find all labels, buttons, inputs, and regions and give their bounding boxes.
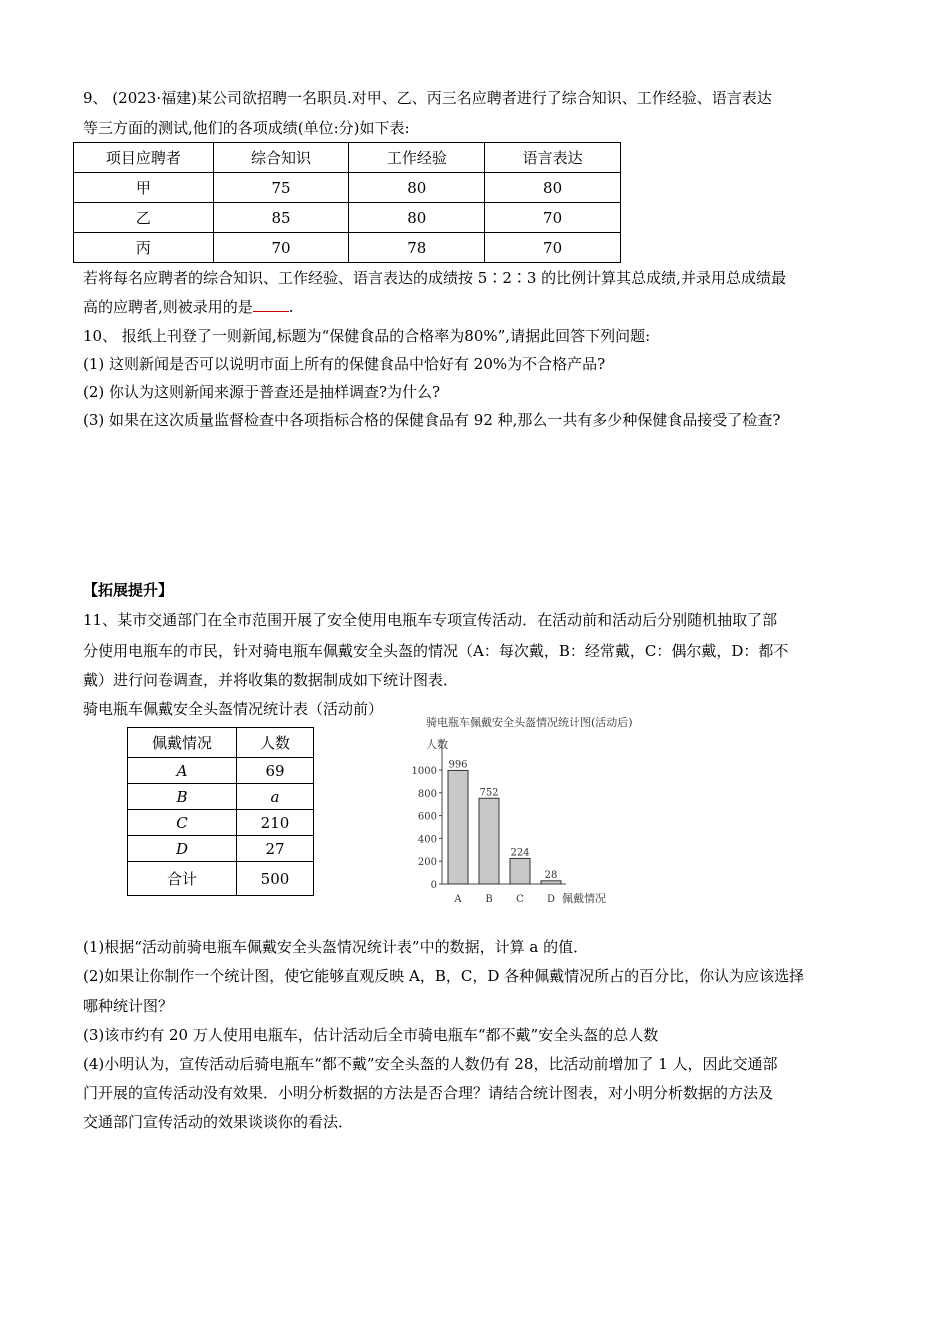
table-header-cell: 佩戴情况	[128, 728, 237, 758]
chart-x-tick-label: A	[454, 894, 462, 905]
chart-bar-C	[510, 858, 530, 884]
q11-part-4b: 门开展的宣传活动没有效果．小明分析数据的方法是否合理？请结合统计图表，对小明分析数据的方法及	[83, 1084, 774, 1102]
table-cell: A	[128, 758, 237, 784]
q11-before-table	[127, 727, 314, 896]
table-row	[74, 203, 621, 233]
table-row	[74, 233, 621, 263]
q10-title: 10、 报纸上刊登了一则新闻,标题为“保健食品的合格率为80%”,请据此回答下列问题:	[83, 327, 651, 345]
chart-x-axis-label: 佩戴情况	[562, 892, 606, 905]
chart-y-tick-label: 400	[417, 834, 437, 846]
chart-data-label: 28	[544, 869, 558, 881]
q9-score-table	[73, 142, 621, 263]
q11-after-bar-chart	[396, 712, 636, 908]
table-header-row	[74, 143, 621, 173]
q11-line-2: 分使用电瓶车的市民，针对骑电瓶车佩戴安全头盔的情况（A：每次戴，B：经常戴，C：偶尔戴，D：都不	[83, 642, 789, 660]
table-header-cell: 项目应聘者	[74, 143, 214, 173]
q9-after-period: .	[288, 298, 294, 316]
table-cell: B	[128, 784, 237, 810]
chart-title: 骑电瓶车佩戴安全头盔情况统计图(活动后)	[426, 716, 633, 729]
chart-bar-A	[448, 770, 468, 884]
table-cell: 78	[349, 233, 485, 263]
q9-after-line-2	[83, 297, 294, 317]
table-cell: C	[128, 810, 237, 836]
chart-y-tick-label: 0	[430, 880, 437, 891]
table-header-cell: 语言表达	[485, 143, 621, 173]
table-cell: 80	[485, 173, 621, 203]
q9-after-text: 高的应聘者,则被录用的是	[83, 298, 253, 316]
chart-x-tick-label: B	[485, 894, 493, 905]
table-header-cell: 人数	[237, 728, 314, 758]
q10-part-3: (3) 如果在这次质量监督检查中各项指标合格的保健食品有 92 种,那么一共有多少种保健食品接受了检查?	[83, 411, 781, 429]
table-row	[128, 784, 314, 810]
chart-x-ticks	[453, 894, 555, 905]
chart-y-tick-label: 1000	[411, 766, 437, 777]
chart-y-ticks	[412, 766, 442, 891]
table-cell: 69	[237, 758, 314, 784]
answer-blank[interactable]	[253, 297, 289, 312]
table-cell: 70	[213, 233, 349, 263]
table-cell: a	[237, 784, 314, 810]
chart-y-axis-label: 人数	[426, 738, 448, 751]
table-cell: 85	[213, 203, 349, 233]
table-row	[74, 173, 621, 203]
q11-line-3: 戴）进行问卷调查，并将收集的数据制成如下统计图表．	[83, 671, 459, 689]
chart-bar-B	[479, 798, 499, 884]
section-heading: 【拓展提升】	[83, 581, 174, 599]
table-cell: 乙	[74, 203, 214, 233]
table-cell: 丙	[74, 233, 214, 263]
q11-part-1-text: (1)根据“活动前骑电瓶车佩戴安全头盔情况统计表”中的数据，计算 a 的值．	[83, 938, 589, 956]
table-cell: 210	[237, 810, 314, 836]
chart-data-label: 996	[448, 759, 468, 771]
q11-table-title: 骑电瓶车佩戴安全头盔情况统计表（活动前）	[83, 700, 384, 718]
table-cell: 70	[485, 203, 621, 233]
q11-part-3: (3)该市约有 20 万人使用电瓶车，估计活动后全市骑电瓶车“都不戴”安全头盔的总人数	[83, 1026, 659, 1044]
table-header-cell: 综合知识	[213, 143, 349, 173]
table-header-cell: 工作经验	[349, 143, 485, 173]
chart-y-tick-label: 600	[417, 811, 437, 823]
table-cell: D	[128, 836, 237, 862]
table-header-row	[128, 728, 314, 758]
q11-part-1	[83, 937, 588, 957]
q11-line-1: 11、某市交通部门在全市范围开展了安全使用电瓶车专项宣传活动．在活动前和活动后分别随机抽取了部	[83, 611, 778, 629]
q9-after-line-1: 若将每名应聘者的综合知识、工作经验、语言表达的成绩按 5∶2∶3 的比例计算其总成绩,并录用总成绩最	[83, 269, 786, 287]
table-cell: 27	[237, 836, 314, 862]
chart-x-tick-label: D	[546, 894, 556, 905]
table-cell: 80	[349, 203, 485, 233]
table-row	[128, 836, 314, 862]
table-cell: 甲	[74, 173, 214, 203]
table-cell: 合计	[128, 862, 237, 896]
table-cell: 500	[237, 862, 314, 896]
chart-bar-D	[541, 881, 561, 884]
table-cell: 80	[349, 173, 485, 203]
chart-y-tick-label: 200	[417, 857, 437, 869]
chart-data-label: 752	[479, 787, 499, 799]
table-row	[128, 758, 314, 784]
q9-line-1: 9、 (2023·福建)某公司欲招聘一名职员.对甲、乙、丙三名应聘者进行了综合知识、工作经验、语言表达	[83, 89, 772, 107]
q11-part-2b: 哪种统计图？	[83, 997, 174, 1015]
table-cell: 75	[213, 173, 349, 203]
q10-part-2: (2) 你认为这则新闻来源于普查还是抽样调查?为什么?	[83, 383, 441, 401]
q11-part-2a: (2)如果让你制作一个统计图，使它能够直观反映 A，B，C，D 各种佩戴情况所占的百分比，你认为应该选择	[83, 967, 805, 985]
q11-part-4a: (4)小明认为，宣传活动后骑电瓶车“都不戴”安全头盔的人数仍有 28，比活动前增加了 1 人，因此交通部	[83, 1055, 778, 1073]
chart-data-label: 224	[510, 847, 530, 859]
chart-bars	[448, 770, 561, 884]
q11-part-4c: 交通部门宣传活动的效果谈谈你的看法．	[83, 1113, 354, 1131]
table-total-row	[128, 862, 314, 896]
table-cell: 70	[485, 233, 621, 263]
q10-part-1: (1) 这则新闻是否可以说明市面上所有的保健食品中恰好有 20%为不合格产品?	[83, 355, 606, 373]
chart-y-tick-label: 800	[417, 788, 437, 800]
chart-x-tick-label: C	[516, 894, 524, 905]
q9-line-2: 等三方面的测试,他们的各项成绩(单位:分)如下表:	[83, 119, 410, 137]
table-row	[128, 810, 314, 836]
